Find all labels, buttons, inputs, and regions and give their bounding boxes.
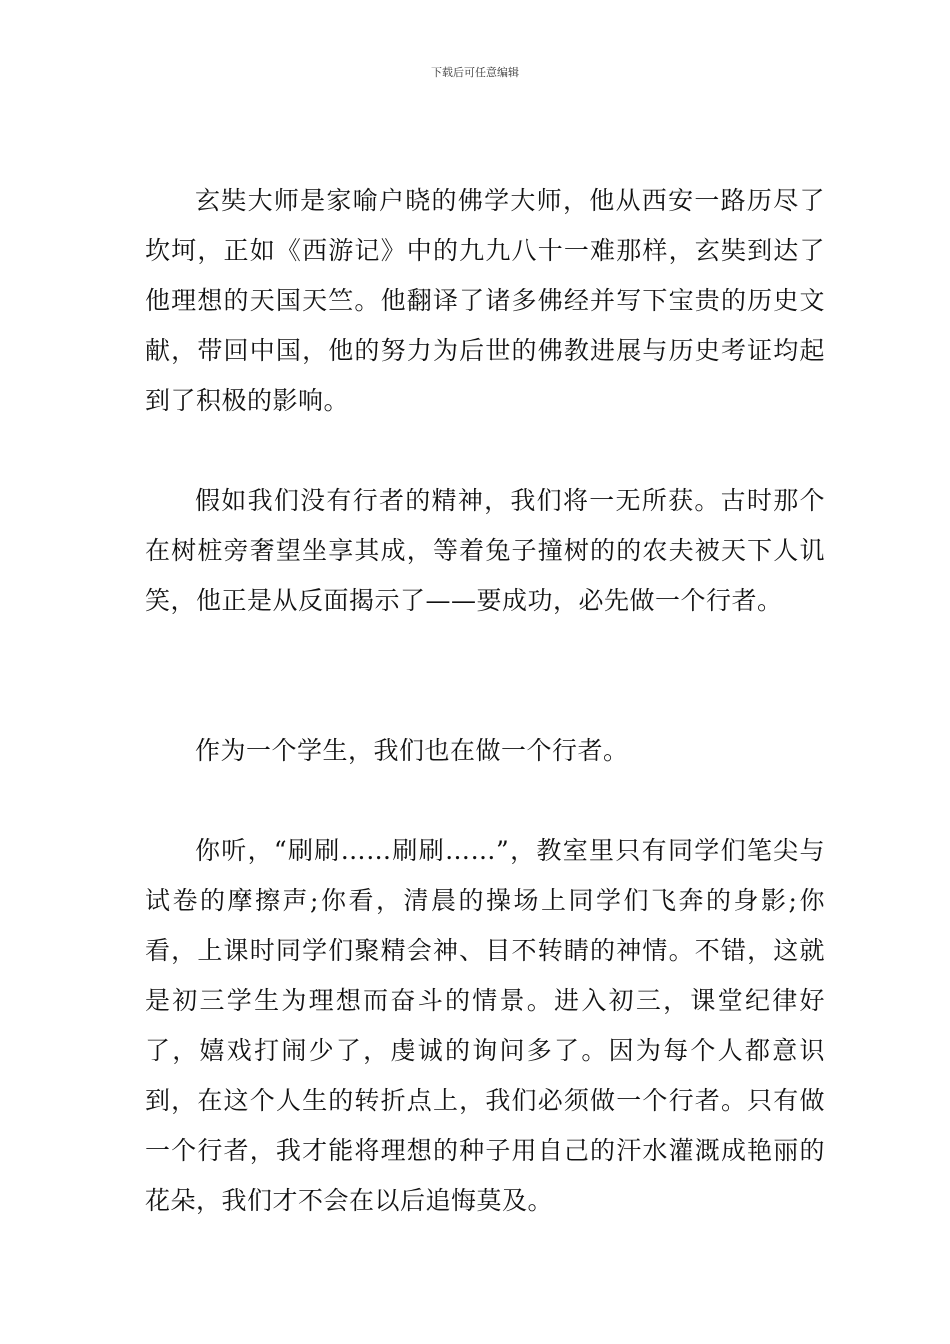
- paragraph-xuanzang: 玄奘大师是家喻户晓的佛学大师，他从西安一路历尽了坎坷，正如《西游记》中的九九八十一难那样，玄奘到达了他理想的天国天竺。他翻译了诸多佛经并写下宝贵的历史文献，带回中国，他的努力为后世的佛教进展与历史考证均起到了积极的影响。: [145, 186, 825, 415]
- paragraph-no-spirit: 假如我们没有行者的精神，我们将一无所获。古时那个在树桩旁奢望坐享其成，等着兔子撞树的的农夫被天下人讥笑，他正是从反面揭示了——要成功，必先做一个行者。: [145, 486, 825, 615]
- page-header: 下载后可任意编辑: [431, 66, 519, 79]
- paragraph-classroom: 你听，“刷刷……刷刷……”，教室里只有同学们笔尖与试卷的摩擦声;你看，清晨的操场上同学们飞奔的身影;你看，上课时同学们聚精会神、目不转睛的神情。不错，这就是初三学生为理想而奋斗的情景。进入初三，课堂纪律好了，嬉戏打闹少了，虔诚的询问多了。因为每个人都意识到，在这个人生的转折点上，我们必须做一个行者。只有做一个行者，我才能将理想的种子用自己的汗水灌溉成艳丽的花朵，我们才不会在以后追悔莫及。: [145, 836, 825, 1215]
- paragraph-student: 作为一个学生，我们也在做一个行者。: [195, 736, 629, 765]
